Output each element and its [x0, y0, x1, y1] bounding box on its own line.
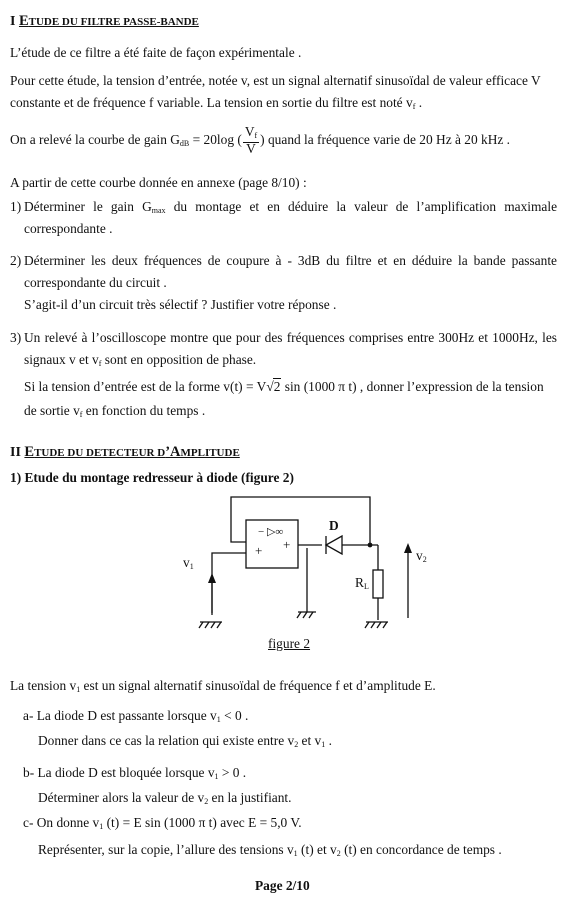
q2-line-2: correspondante du circuit . — [24, 275, 167, 290]
q2-number: 2) — [10, 253, 22, 268]
item-c-line-2: Représenter, sur la copie, l’allure des tensions $v_1$ (t) et $v_2$ (t) en concordance de temps . — [38, 842, 502, 858]
item-b-line-2: Déterminer alors la valeur de $v_2$ en la justifiant. — [38, 790, 292, 806]
q2-line-3: S’agit-il d’un circuit très sélectif ? Justifier votre réponse . — [24, 297, 337, 312]
q3-line-2: signaux v et $v_f$ sont en opposition de phase. — [24, 352, 257, 368]
input-wire — [212, 553, 246, 613]
page-number: Page 2/10 — [255, 878, 310, 893]
subsection-1-title: 1) Etude du montage redresseur à diode (figure 2) — [10, 470, 294, 485]
ground-symbol-right — [365, 622, 388, 628]
p1-line: La tension $v_1$ est un signal alternatif sinusoïdal de fréquence f et d’amplitude E. — [10, 678, 436, 694]
v1-arrow-head — [208, 573, 216, 583]
section2-title: II ETUDE DU DETECTEUR D’AMPLITUDE — [10, 444, 240, 460]
q2-line-1: Déterminer les deux fréquences de coupure à - 3dB du filtre et en déduire la bande passante — [24, 253, 557, 268]
opamp-plus-input: + — [255, 543, 263, 558]
item-a-line-2: Donner dans ce cas la relation qui existe entre $v_2$ et $v_1$ . — [38, 733, 332, 749]
v1-label: $v_1$ — [183, 555, 194, 571]
q1-line-1: Déterminer le gain $G_{max}$ du montage et en déduire la valeur de l’amplification maximale — [24, 199, 558, 215]
ground-symbol-left — [199, 622, 222, 628]
v2-label: $v_2$ — [416, 548, 427, 564]
intro-line-3: constante et de fréquence f variable. La tension en sortie du filtre est noté $v_f$ . — [10, 95, 423, 111]
v2-arrow-head — [404, 543, 412, 553]
annex-line: A partir de cette courbe donnée en annexe (page 8/10) : — [10, 175, 307, 190]
figure-caption: figure 2 — [268, 636, 311, 651]
section1-title-text: ETUDE DU FILTRE PASSE-BANDE — [18, 13, 199, 29]
sqrt-symbol: √ — [266, 379, 274, 394]
q3-line-4: de sortie $v_f$ en fonction du temps . — [24, 403, 206, 419]
diode-label: D — [329, 518, 339, 533]
q3-number: 3) — [10, 330, 22, 345]
item-c-line-1: c- On donne $v_1$ (t) = E sin (1000 π t) avec E = 5,0 V. — [23, 815, 302, 831]
gain-fraction: $\frac{V_f}{V}$ — [244, 124, 258, 157]
resistor-rl — [373, 570, 383, 598]
q1-line-2: correspondante . — [24, 221, 113, 236]
opamp-symbol: − ▷∞ — [258, 526, 284, 538]
q1-number: 1) — [10, 199, 22, 214]
diode-triangle — [326, 536, 342, 554]
item-a-line-1: a- La diode D est passante lorsque $v_1 < 0$ . — [23, 708, 249, 724]
q3-line-1: Un relevé à l’oscilloscope montre que pour des fréquences comprises entre 300Hz et 1000Hz, les — [24, 330, 557, 345]
gain-formula-line: On a relevé la courbe de gain $G_{dB} = 20\log$ ( $\frac{V_f}{V}$ ) quand la fréquence varie de 20 Hz à 20 kHz . — [10, 124, 511, 157]
ground-symbol-mid — [297, 612, 316, 618]
intro-line-2: Pour cette étude, la tension d’entrée, notée v, est un signal alternatif sinusoïdal de valeur efficace V — [10, 73, 541, 88]
rl-label: $R_L$ — [355, 575, 369, 591]
section2-title-text: ETUDE DU DETECTEUR D’AMPLITUDE — [24, 444, 240, 460]
section1-title: I ETUDE DU FILTRE PASSE-BANDE — [10, 13, 199, 29]
intro-line-1: L’étude de ce filtre a été faite de façon expérimentale . — [10, 45, 302, 60]
item-b-line-1: b- La diode D est bloquée lorsque $v_1 > 0$ . — [23, 765, 247, 781]
junction-node — [368, 543, 373, 548]
feedback-wire — [231, 497, 370, 545]
q3-line-3: Si la tension d’entrée est de la forme v(t) = V√2 sin (1000 π t) , donner l’expression de la tension — [24, 379, 544, 394]
opamp-plus-output: + — [283, 537, 291, 552]
